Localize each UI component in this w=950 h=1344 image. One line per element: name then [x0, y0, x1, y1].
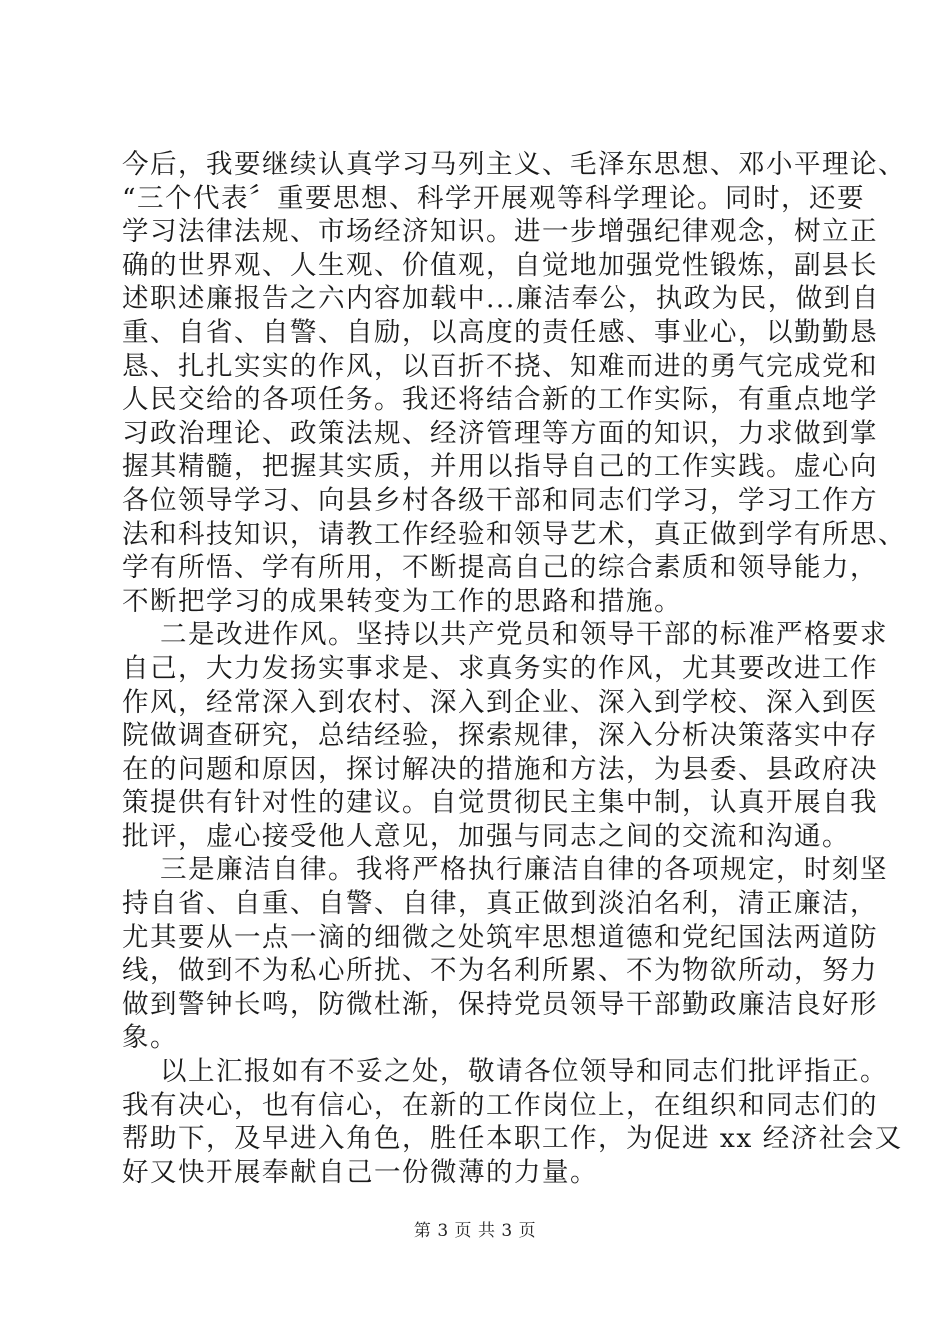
paragraph-start-line: 三是廉洁自律。我将严格执行廉洁自律的各项规定，时刻坚: [160, 854, 888, 886]
text-line: 重、自省、自警、自励，以高度的责任感、事业心，以勤勤恳: [122, 316, 878, 348]
text-line: 院做调查研究，总结经验，探索规律，深入分析决策落实中存: [122, 720, 878, 752]
document-body: [122, 148, 906, 1189]
text-line: 今后，我要继续认真学习马列主义、毛泽东思想、邓小平理论、: [122, 149, 906, 180]
text-line: 好又快开展奉献自己一份微薄的力量。: [122, 1156, 598, 1188]
text-line: 线，做到不为私心所扰、不为名利所累、不为物欲所动，努力: [122, 955, 878, 987]
text-line: 在的问题和原因，探讨解决的措施和方法，为县委、县政府决: [122, 753, 878, 785]
text-line: 帮助下，及早进入角色，胜任本职工作，为促进 xx 经济社会又: [122, 1123, 903, 1155]
text-line: 习政治理论、政策法规、经济管理等方面的知识，力求做到掌: [122, 417, 878, 449]
text-line: 学有所悟、学有所用，不断提高自己的综合素质和领导能力，: [122, 552, 878, 584]
text-line: 学习法律法规、市场经济知识。进一步增强纪律观念，树立正: [122, 216, 878, 248]
text-line: 各位领导学习、向县乡村各级干部和同志们学习，学习工作方: [122, 484, 878, 516]
text-line: 法和科技知识，请教工作经验和领导艺术，真正做到学有所思、: [122, 518, 906, 550]
text-line: 述职述廉报告之六内容加载中...廉洁奉公，执政为民，做到自: [122, 283, 880, 315]
text-line: 持自省、自重、自警、自律，真正做到淡泊名利，清正廉洁，: [122, 888, 878, 920]
paragraph-start-line: 以上汇报如有不妥之处，敬请各位领导和同志们批评指正。: [160, 1056, 888, 1088]
text-line: 确的世界观、人生观、价值观，自觉地加强党性锻炼，副县长: [122, 249, 878, 281]
text-line: 握其精髓，把握其实质，并用以指导自己的工作实践。虚心向: [122, 451, 878, 483]
text-line: 尤其要从一点一滴的细微之处筑牢思想道德和党纪国法两道防: [122, 921, 878, 953]
text-line: 象。: [122, 1022, 178, 1054]
page-number-footer: 第 3 页 共 3 页: [413, 1221, 537, 1241]
text-line: 人民交给的各项任务。我还将结合新的工作实际，有重点地学: [122, 384, 878, 416]
text-line: 自己，大力发扬实事求是、求真务实的作风，尤其要改进工作: [122, 652, 878, 684]
text-line: 做到警钟长鸣，防微杜渐，保持党员领导干部勤政廉洁良好形: [122, 988, 878, 1020]
text-line: “三个代表〞重要思想、科学开展观等科学理论。同时，还要: [122, 182, 866, 214]
text-line: 不断把学习的成果转变为工作的思路和措施。: [122, 585, 682, 617]
paragraph-start-line: 二是改进作风。坚持以共产党员和领导干部的标准严格要求: [160, 619, 888, 651]
text-line: 作风，经常深入到农村、深入到企业、深入到学校、深入到医: [122, 686, 878, 718]
text-line: 批评，虚心接受他人意见，加强与同志之间的交流和沟通。: [122, 820, 850, 852]
text-line: 恳、扎扎实实的作风，以百折不挠、知难而进的勇气完成党和: [122, 350, 878, 382]
text-line: 策提供有针对性的建议。自觉贯彻民主集中制，认真开展自我: [122, 787, 878, 819]
text-line: 我有决心，也有信心，在新的工作岗位上，在组织和同志们的: [122, 1089, 878, 1121]
